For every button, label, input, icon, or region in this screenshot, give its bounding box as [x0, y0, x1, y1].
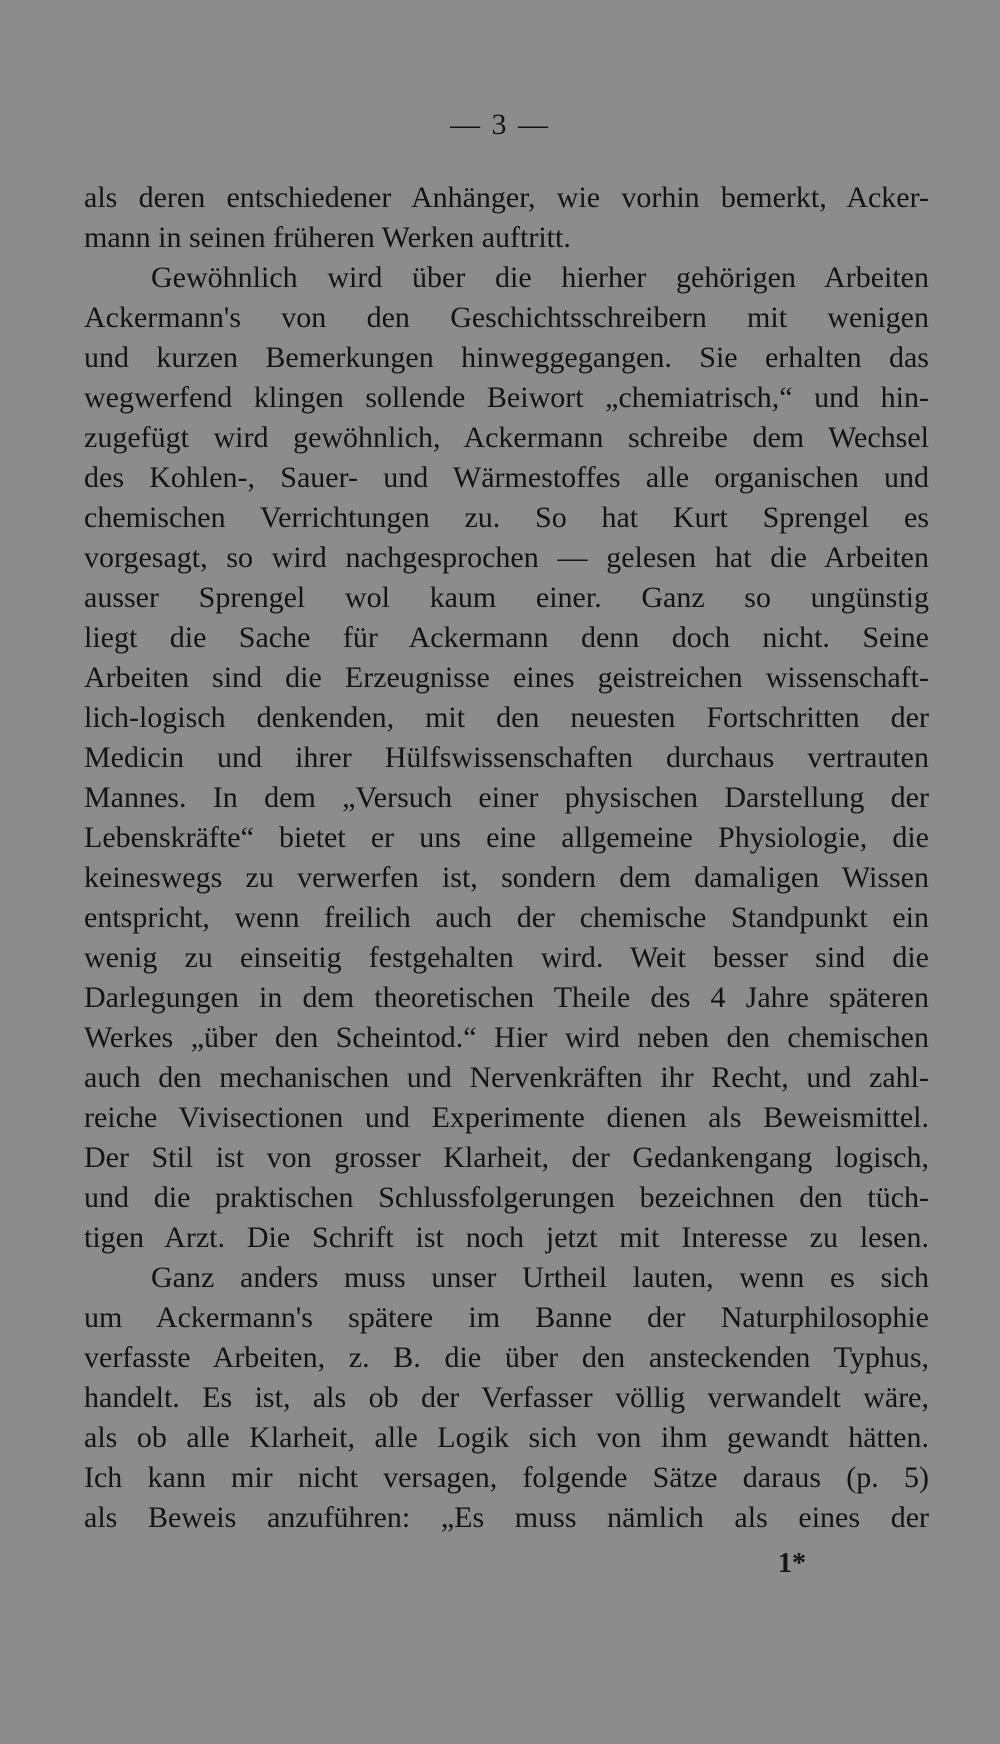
body-text: [84, 178, 929, 1538]
text-line: Gewöhnlich wird über die hierher gehörigen Arbeiten: [151, 261, 929, 294]
text-line: Arbeiten sind die Erzeugnisse eines geistreichen wissenschaft-: [84, 661, 929, 694]
text-line: Mannes. In dem „Versuch einer physischen Darstellung der: [84, 781, 929, 814]
text-line: des Kohlen-, Sauer- und Wärmestoffes alle organischen und: [84, 461, 929, 494]
text-line: um Ackermann's spätere im Banne der Naturphilosophie: [84, 1301, 929, 1334]
text-line: chemischen Verrichtungen zu. So hat Kurt Sprengel es: [84, 501, 929, 534]
text-line: als deren entschiedener Anhänger, wie vorhin bemerkt, Acker-: [84, 181, 929, 214]
text-line: tigen Arzt. Die Schrift ist noch jetzt mit Interesse zu lesen.: [84, 1221, 929, 1254]
text-line: liegt die Sache für Ackermann denn doch nicht. Seine: [84, 621, 929, 654]
text-line: Lebenskräfte“ bietet er uns eine allgemeine Physiologie, die: [84, 821, 929, 854]
text-line: mann in seinen früheren Werken auftritt.: [84, 221, 571, 254]
text-line: Ich kann mir nicht versagen, folgende Sätze daraus (p. 5): [84, 1461, 929, 1494]
text-line: Darlegungen in dem theoretischen Theile des 4 Jahre späteren: [84, 981, 929, 1014]
text-line: Der Stil ist von grosser Klarheit, der Gedankengang logisch,: [84, 1141, 929, 1174]
text-line: auch den mechanischen und Nervenkräften ihr Recht, und zahl-: [84, 1061, 929, 1094]
text-line: keineswegs zu verwerfen ist, sondern dem damaligen Wissen: [84, 861, 929, 894]
text-line: ausser Sprengel wol kaum einer. Ganz so ungünstig: [84, 581, 929, 614]
text-line: lich-logisch denkenden, mit den neuesten Fortschritten der: [84, 701, 929, 734]
text-line: wegwerfend klingen sollende Beiwort „chemiatrisch,“ und hin-: [84, 381, 929, 414]
text-line: Ackermann's von den Geschichtsschreibern mit wenigen: [84, 301, 929, 334]
text-line: Medicin und ihrer Hülfswissenschaften durchaus vertrauten: [84, 741, 929, 774]
text-line: vorgesagt, so wird nachgesprochen — gelesen hat die Arbeiten: [84, 541, 929, 574]
text-line: wenig zu einseitig festgehalten wird. Weit besser sind die: [84, 941, 929, 974]
text-line: Werkes „über den Scheintod.“ Hier wird neben den chemischen: [84, 1021, 929, 1054]
signature-mark: 1*: [778, 1548, 806, 1579]
text-line: Ganz anders muss unser Urtheil lauten, wenn es sich: [151, 1261, 929, 1294]
text-line: als ob alle Klarheit, alle Logik sich von ihm gewandt hätten.: [84, 1421, 929, 1454]
page-number: — 3 —: [450, 108, 550, 141]
text-line: entspricht, wenn freilich auch der chemische Standpunkt ein: [84, 901, 929, 934]
text-line: handelt. Es ist, als ob der Verfasser völlig verwandelt wäre,: [84, 1381, 929, 1414]
text-line: und kurzen Bemerkungen hinweggegangen. Sie erhalten das: [84, 341, 929, 374]
text-line: zugefügt wird gewöhnlich, Ackermann schreibe dem Wechsel: [84, 421, 929, 454]
text-line: verfasste Arbeiten, z. B. die über den ansteckenden Typhus,: [84, 1341, 929, 1374]
text-line: reiche Vivisectionen und Experimente dienen als Beweismittel.: [84, 1101, 929, 1134]
text-line: als Beweis anzuführen: „Es muss nämlich als eines der: [84, 1501, 929, 1534]
text-line: und die praktischen Schlussfolgerungen bezeichnen den tüch-: [84, 1181, 929, 1214]
